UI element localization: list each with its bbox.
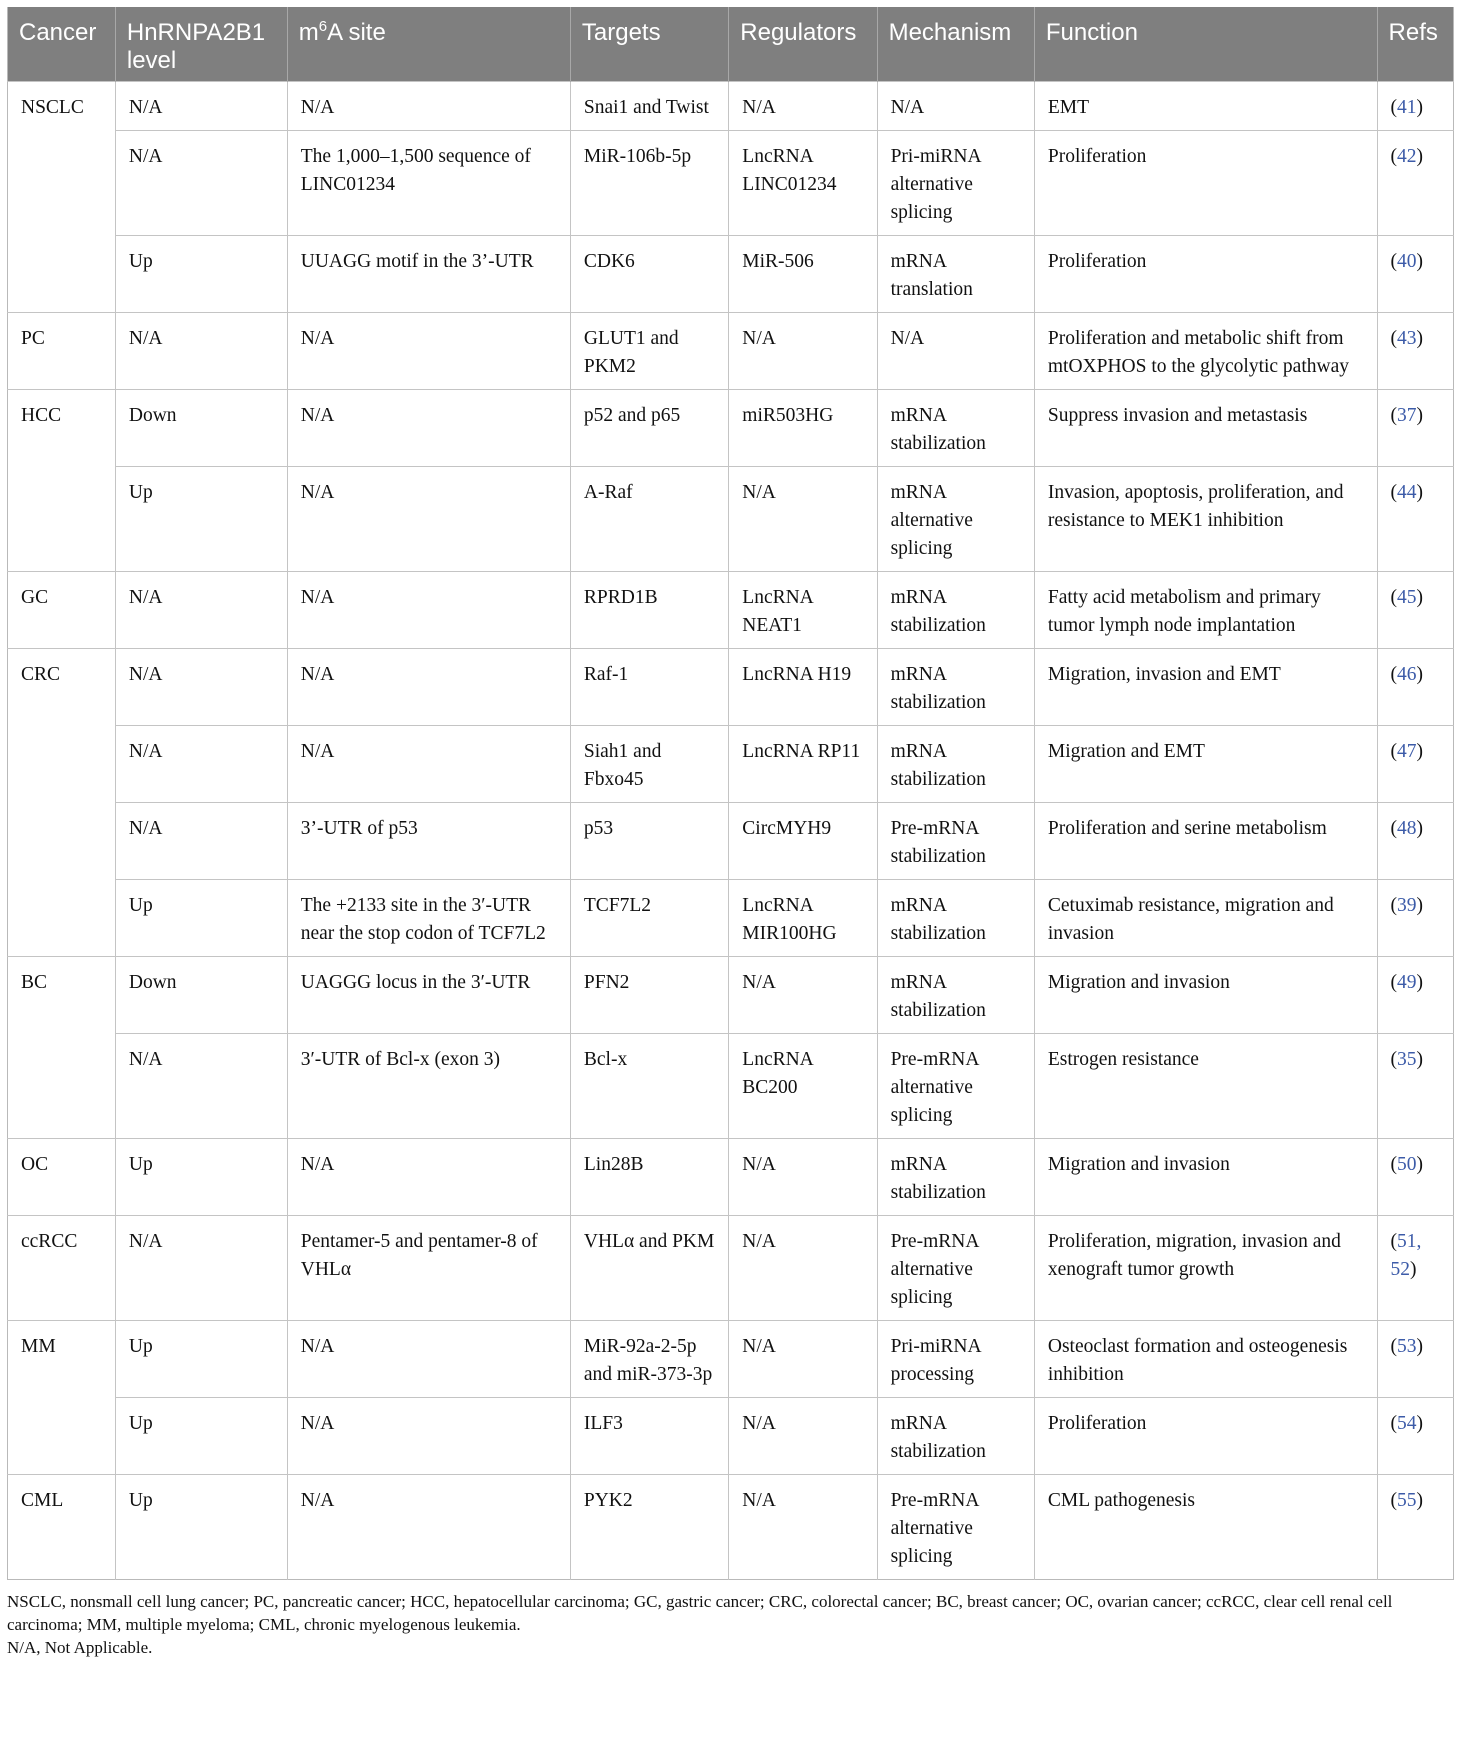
cell-regulators: miR503HG xyxy=(729,390,877,467)
ref-link[interactable]: 39 xyxy=(1397,895,1417,916)
cell-ref: (50) xyxy=(1377,1139,1453,1216)
cell-ref: (40) xyxy=(1377,236,1453,313)
cell-site: 3’-UTR of p53 xyxy=(287,803,570,880)
cell-regulators: N/A xyxy=(729,1139,877,1216)
cell-targets: A-Raf xyxy=(570,467,728,572)
cell-ref: (45) xyxy=(1377,572,1453,649)
ref-link[interactable]: 43 xyxy=(1397,328,1417,349)
cell-mechanism: mRNA stabilization xyxy=(877,726,1034,803)
table-row xyxy=(8,726,1454,803)
table-row xyxy=(8,880,1454,957)
cell-cancer: ccRCC xyxy=(8,1216,116,1321)
cell-targets: GLUT1 and PKM2 xyxy=(570,313,728,390)
ref-link[interactable]: 40 xyxy=(1397,251,1417,272)
cell-mechanism: Pre-mRNA alternative splicing xyxy=(877,1475,1034,1580)
footnote-abbreviations: NSCLC, nonsmall cell lung cancer; PC, pancreatic cancer; HCC, hepatocellular carcinoma; GC, gastric cancer; CRC, colorectal cancer; BC, breast cancer; OC, ovarian cancer; ccRCC, clear cell renal cell carcinoma; MM, multiple myeloma; CML, chronic myelogenous leukemia. xyxy=(7,1592,1393,1634)
cell-function: Migration and invasion xyxy=(1034,957,1377,1034)
cell-ref: (55) xyxy=(1377,1475,1453,1580)
cell-targets: TCF7L2 xyxy=(570,880,728,957)
cell-function: Proliferation xyxy=(1034,131,1377,236)
hnrnpa2b1-table xyxy=(7,7,1454,1580)
cell-site: UAGGG locus in the 3′-UTR xyxy=(287,957,570,1034)
cell-ref: (35) xyxy=(1377,1034,1453,1139)
cell-cancer: CRC xyxy=(8,649,116,957)
table-row xyxy=(8,1321,1454,1398)
cell-cancer: PC xyxy=(8,313,116,390)
cell-ref: (47) xyxy=(1377,726,1453,803)
cell-function: CML pathogenesis xyxy=(1034,1475,1377,1580)
cell-site: The +2133 site in the 3′-UTR near the stop codon of TCF7L2 xyxy=(287,880,570,957)
ref-link[interactable]: 45 xyxy=(1397,587,1417,608)
header-mechanism: Mechanism xyxy=(877,7,1034,82)
cell-level: Up xyxy=(115,1139,287,1216)
cell-level: N/A xyxy=(115,1034,287,1139)
cell-cancer: BC xyxy=(8,957,116,1139)
cell-targets: PYK2 xyxy=(570,1475,728,1580)
cell-function: Proliferation and serine metabolism xyxy=(1034,803,1377,880)
cell-level: N/A xyxy=(115,131,287,236)
header-function: Function xyxy=(1034,7,1377,82)
cell-level: N/A xyxy=(115,572,287,649)
cell-level: N/A xyxy=(115,649,287,726)
cell-ref: (46) xyxy=(1377,649,1453,726)
cell-site: N/A xyxy=(287,1398,570,1475)
cell-targets: Bcl-x xyxy=(570,1034,728,1139)
cell-regulators: LncRNA BC200 xyxy=(729,1034,877,1139)
cell-function: Migration and EMT xyxy=(1034,726,1377,803)
cell-site: N/A xyxy=(287,390,570,467)
cell-mechanism: N/A xyxy=(877,82,1034,131)
cell-function: Proliferation xyxy=(1034,236,1377,313)
cell-level: Up xyxy=(115,1321,287,1398)
cell-targets: ILF3 xyxy=(570,1398,728,1475)
ref-link[interactable]: 37 xyxy=(1397,405,1417,426)
cell-function: Proliferation xyxy=(1034,1398,1377,1475)
header-level: HnRNPA2B1 level xyxy=(115,7,287,82)
cell-regulators: N/A xyxy=(729,1475,877,1580)
cell-function: Fatty acid metabolism and primary tumor lymph node implantation xyxy=(1034,572,1377,649)
cell-site: N/A xyxy=(287,1475,570,1580)
table-row xyxy=(8,313,1454,390)
cell-targets: Snai1 and Twist xyxy=(570,82,728,131)
cell-ref: (37) xyxy=(1377,390,1453,467)
cell-ref: (44) xyxy=(1377,467,1453,572)
cell-targets: MiR-92a-2-5p and miR-373-3p xyxy=(570,1321,728,1398)
cell-regulators: LncRNA NEAT1 xyxy=(729,572,877,649)
table-row xyxy=(8,390,1454,467)
cell-site: N/A xyxy=(287,82,570,131)
cell-regulators: N/A xyxy=(729,82,877,131)
ref-link[interactable]: 51, 52 xyxy=(1390,1231,1422,1280)
header-refs: Refs xyxy=(1377,7,1453,82)
cell-level: Up xyxy=(115,880,287,957)
cell-level: N/A xyxy=(115,1216,287,1321)
cell-cancer: NSCLC xyxy=(8,82,116,313)
header-site-superscript: 6 xyxy=(318,18,328,35)
cell-level: Up xyxy=(115,236,287,313)
cell-mechanism: mRNA stabilization xyxy=(877,390,1034,467)
ref-link[interactable]: 35 xyxy=(1397,1049,1417,1070)
cell-ref: (53) xyxy=(1377,1321,1453,1398)
table-row xyxy=(8,1475,1454,1580)
cell-cancer: MM xyxy=(8,1321,116,1475)
cell-function: Proliferation and metabolic shift from mtOXPHOS to the glycolytic pathway xyxy=(1034,313,1377,390)
cell-targets: Siah1 and Fbxo45 xyxy=(570,726,728,803)
cell-level: Down xyxy=(115,957,287,1034)
cell-mechanism: Pri-miRNA processing xyxy=(877,1321,1034,1398)
header-site-prefix: m xyxy=(298,19,319,46)
cell-ref: (49) xyxy=(1377,957,1453,1034)
cell-mechanism: Pri-miRNA alternative splicing xyxy=(877,131,1034,236)
cell-level: N/A xyxy=(115,313,287,390)
cell-level: Up xyxy=(115,1475,287,1580)
cell-site: N/A xyxy=(287,572,570,649)
cell-regulators: N/A xyxy=(729,1321,877,1398)
ref-link[interactable]: 46 xyxy=(1397,664,1417,685)
footnote-na: N/A, Not Applicable. xyxy=(7,1638,153,1657)
ref-link[interactable]: 44 xyxy=(1397,482,1417,503)
cell-targets: Lin28B xyxy=(570,1139,728,1216)
ref-link[interactable]: 53 xyxy=(1397,1336,1417,1357)
table-row xyxy=(8,82,1454,131)
table-row xyxy=(8,1139,1454,1216)
cell-function: Migration, invasion and EMT xyxy=(1034,649,1377,726)
cell-site: 3′-UTR of Bcl-x (exon 3) xyxy=(287,1034,570,1139)
cell-site: Pentamer-5 and pentamer-8 of VHLα xyxy=(287,1216,570,1321)
table-row xyxy=(8,1398,1454,1475)
cell-regulators: N/A xyxy=(729,1216,877,1321)
cell-mechanism: mRNA stabilization xyxy=(877,957,1034,1034)
cell-ref: (54) xyxy=(1377,1398,1453,1475)
cell-function: Proliferation, migration, invasion and xenograft tumor growth xyxy=(1034,1216,1377,1321)
cell-level: N/A xyxy=(115,726,287,803)
cell-regulators: MiR-506 xyxy=(729,236,877,313)
cell-function: Estrogen resistance xyxy=(1034,1034,1377,1139)
cell-ref: (51, 52) xyxy=(1377,1216,1453,1321)
cell-mechanism: mRNA stabilization xyxy=(877,572,1034,649)
cell-regulators: N/A xyxy=(729,1398,877,1475)
header-row xyxy=(8,7,1454,82)
cell-mechanism: mRNA stabilization xyxy=(877,649,1034,726)
header-site-suffix: A site xyxy=(327,19,386,46)
cell-regulators: LncRNA RP11 xyxy=(729,726,877,803)
cell-ref: (43) xyxy=(1377,313,1453,390)
cell-regulators: LncRNA MIR100HG xyxy=(729,880,877,957)
ref-link[interactable]: 42 xyxy=(1397,146,1417,167)
cell-site: The 1,000–1,500 sequence of LINC01234 xyxy=(287,131,570,236)
table-row xyxy=(8,1034,1454,1139)
cell-ref: (39) xyxy=(1377,880,1453,957)
table-row xyxy=(8,467,1454,572)
cell-mechanism: mRNA translation xyxy=(877,236,1034,313)
cell-level: Down xyxy=(115,390,287,467)
cell-level: Up xyxy=(115,467,287,572)
cell-regulators: N/A xyxy=(729,957,877,1034)
cell-regulators: N/A xyxy=(729,467,877,572)
cell-site: N/A xyxy=(287,726,570,803)
cell-targets: CDK6 xyxy=(570,236,728,313)
cell-cancer: GC xyxy=(8,572,116,649)
table-row xyxy=(8,572,1454,649)
header-site xyxy=(287,7,570,82)
cell-function: Invasion, apoptosis, proliferation, and resistance to MEK1 inhibition xyxy=(1034,467,1377,572)
cell-mechanism: Pre-mRNA stabilization xyxy=(877,803,1034,880)
cell-targets: MiR-106b-5p xyxy=(570,131,728,236)
cell-ref: (41) xyxy=(1377,82,1453,131)
cell-mechanism: mRNA stabilization xyxy=(877,1398,1034,1475)
table-row xyxy=(8,236,1454,313)
cell-targets: PFN2 xyxy=(570,957,728,1034)
table-row xyxy=(8,1216,1454,1321)
cell-site: N/A xyxy=(287,467,570,572)
ref-link[interactable]: 48 xyxy=(1397,818,1417,839)
cell-cancer: OC xyxy=(8,1139,116,1216)
ref-link[interactable]: 50 xyxy=(1397,1154,1417,1175)
cell-site: N/A xyxy=(287,313,570,390)
cell-function: Cetuximab resistance, migration and invasion xyxy=(1034,880,1377,957)
ref-link[interactable]: 55 xyxy=(1397,1490,1417,1511)
cell-ref: (48) xyxy=(1377,803,1453,880)
ref-link[interactable]: 54 xyxy=(1397,1413,1417,1434)
cell-targets: Raf-1 xyxy=(570,649,728,726)
cell-function: Suppress invasion and metastasis xyxy=(1034,390,1377,467)
ref-link[interactable]: 41 xyxy=(1397,97,1417,118)
cell-regulators: LncRNA LINC01234 xyxy=(729,131,877,236)
cell-function: EMT xyxy=(1034,82,1377,131)
cell-regulators: CircMYH9 xyxy=(729,803,877,880)
ref-link[interactable]: 47 xyxy=(1397,741,1417,762)
cell-regulators: LncRNA H19 xyxy=(729,649,877,726)
cell-function: Osteoclast formation and osteogenesis inhibition xyxy=(1034,1321,1377,1398)
cell-mechanism: mRNA stabilization xyxy=(877,1139,1034,1216)
cell-level: N/A xyxy=(115,82,287,131)
header-cancer: Cancer xyxy=(8,7,116,82)
cell-mechanism: Pre-mRNA alternative splicing xyxy=(877,1034,1034,1139)
cell-regulators: N/A xyxy=(729,313,877,390)
table-body xyxy=(8,82,1454,1580)
cell-level: Up xyxy=(115,1398,287,1475)
table-row xyxy=(8,803,1454,880)
table-page xyxy=(7,7,1454,1659)
cell-targets: RPRD1B xyxy=(570,572,728,649)
cell-targets: VHLα and PKM xyxy=(570,1216,728,1321)
cell-targets: p53 xyxy=(570,803,728,880)
cell-mechanism: Pre-mRNA alternative splicing xyxy=(877,1216,1034,1321)
table-row xyxy=(8,957,1454,1034)
cell-site: N/A xyxy=(287,1139,570,1216)
cell-function: Migration and invasion xyxy=(1034,1139,1377,1216)
cell-ref: (42) xyxy=(1377,131,1453,236)
table-footnotes xyxy=(7,1590,1452,1659)
cell-level: N/A xyxy=(115,803,287,880)
cell-targets: p52 and p65 xyxy=(570,390,728,467)
cell-cancer: HCC xyxy=(8,390,116,572)
cell-cancer: CML xyxy=(8,1475,116,1580)
cell-site: UUAGG motif in the 3’-UTR xyxy=(287,236,570,313)
table-row xyxy=(8,649,1454,726)
header-regulators: Regulators xyxy=(729,7,877,82)
cell-site: N/A xyxy=(287,1321,570,1398)
table-row xyxy=(8,131,1454,236)
cell-site: N/A xyxy=(287,649,570,726)
header-targets: Targets xyxy=(570,7,728,82)
cell-mechanism: N/A xyxy=(877,313,1034,390)
ref-link[interactable]: 49 xyxy=(1397,972,1417,993)
cell-mechanism: mRNA stabilization xyxy=(877,880,1034,957)
cell-mechanism: mRNA alternative splicing xyxy=(877,467,1034,572)
